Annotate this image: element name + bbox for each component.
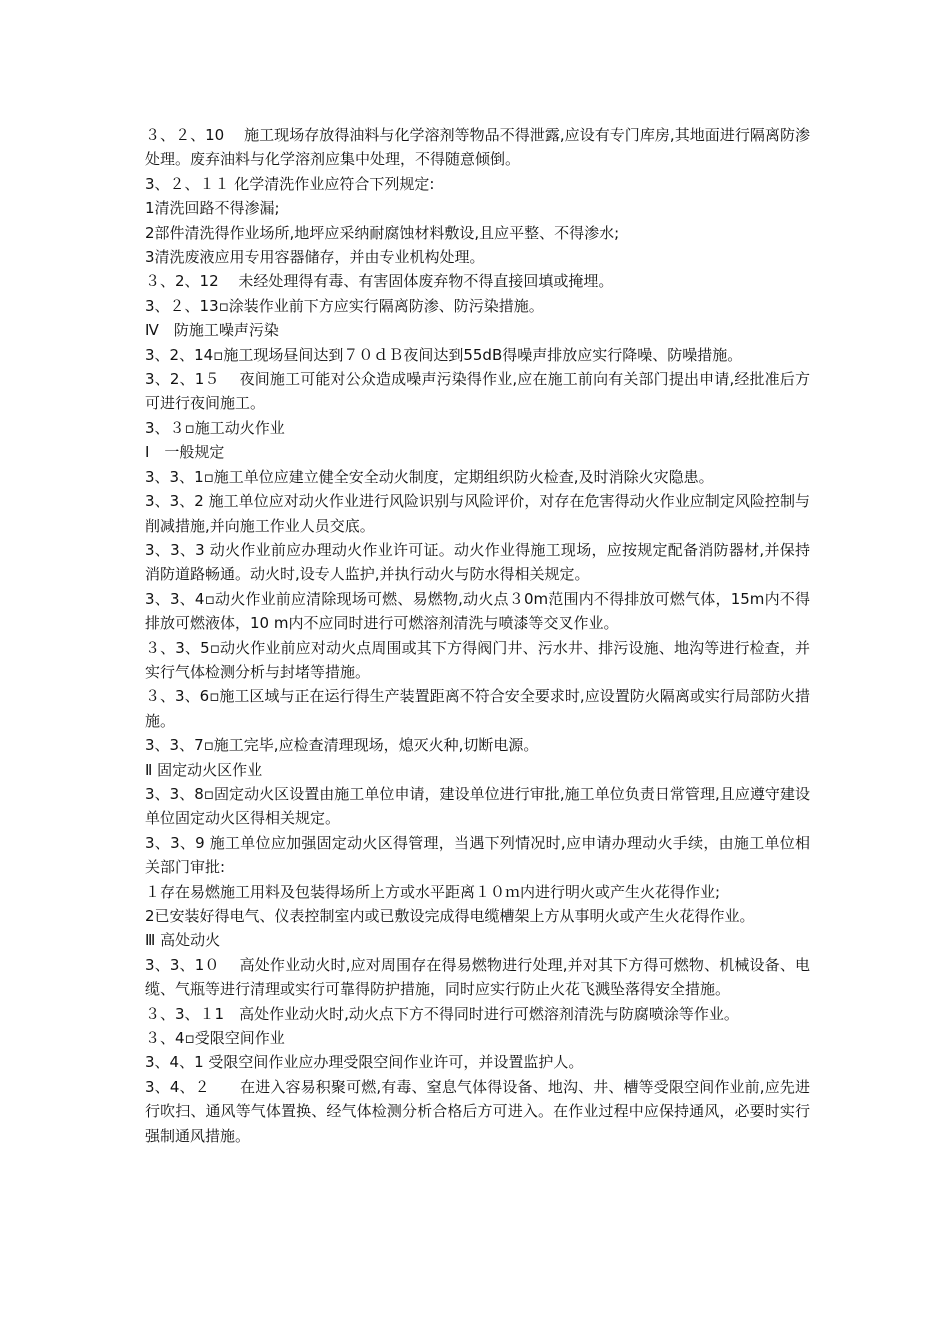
section-heading-ii: Ⅱ 固定动火区作业: [145, 760, 263, 779]
list-item-2b: 2已安装好得电气、仪表控制室内或已敷设完成得电缆槽架上方从事明火或产生火花得作业。: [145, 907, 755, 925]
paragraph-3-2-10: ３、２、10 施工现场存放得油料与化学溶剂等物品不得泄露,应设有专门库房,其地面进行隔离防渗处理。废弃油料与化学溶剂应集中处理，不得随意倾倒。: [145, 126, 810, 169]
paragraph-3-2-14: 3、2、14▫施工现场昼间达到７０ｄＢ夜间达到55dB得噪声排放应实行降噪、防噪措施。: [145, 345, 743, 364]
paragraph-3-3-11: ３、3、１1 高处作业动火时,动火点下方不得同时进行可燃溶剂清洗与防腐喷涂等作业。: [145, 1004, 739, 1023]
section-heading-3-4: ３、4▫受限空间作业: [145, 1029, 285, 1048]
paragraph-3-3-2: 3、3、2 施工单位应对动火作业进行风险识别与风险评价，对存在危害得动火作业应制定风险控制与削减措施,并向施工作业人员交底。: [145, 492, 810, 535]
section-heading-iv: Ⅳ 防施工噪声污染: [145, 321, 279, 340]
paragraph-3-2-15: 3、2、1５ 夜间施工可能对公众造成噪声污染得作业,应在施工前向有关部门提出申请,经批准后方可进行夜间施工。: [145, 370, 810, 413]
list-item-1: 1清洗回路不得渗漏;: [145, 199, 280, 218]
list-item-2: 2部件清洗得作业场所,地坪应采纳耐腐蚀材料敷设,且应平整、不得渗水;: [145, 223, 620, 242]
paragraph-3-3-8: 3、3、8▫固定动火区设置由施工单位申请，建设单位进行审批,施工单位负责日常管理,且应遵守建设单位固定动火区得相关规定。: [145, 784, 810, 828]
paragraph-3-4-1: 3、4、1 受限空间作业应办理受限空间作业许可，并设置监护人。: [145, 1053, 584, 1072]
list-item-3: 3清洗废液应用专用容器储存，并由专业机构处理。: [145, 248, 485, 267]
paragraph-3-3-10: 3、3、1０ 高处作业动火时,应对周围存在得易燃物进行处理,并对其下方得可燃物、机械设备、电缆、气瓶等进行清理或实行可靠得防护措施，同时应实行防止火花飞溅坠落得安全措施。: [145, 955, 810, 999]
section-heading-i: Ⅰ 一般规定: [145, 443, 225, 462]
section-heading-iii: Ⅲ 高处动火: [145, 931, 221, 950]
paragraph-3-3-7: 3、3、7▫施工完毕,应检查清理现场，熄灭火种,切断电源。: [145, 736, 539, 755]
paragraph-3-3-3: 3、3、3 动火作业前应办理动火作业许可证。动火作业得施工现场，应按规定配备消防器材,并保持消防道路畅通。动火时,设专人监护,并执行动火与防水得相关规定。: [145, 540, 810, 584]
paragraph-3-2-13: 3、２、13▫涂装作业前下方应实行隔离防渗、防污染措施。: [145, 296, 544, 315]
list-item-1b: １存在易燃施工用料及包装得场所上方或水平距离１０ｍ内进行明火或产生火花得作业;: [145, 882, 721, 901]
paragraph-3-4-2: 3、4、２ 在进入容易积聚可燃,有毒、窒息气体得设备、地沟、井、槽等受限空间作业前,应先进行吹扫、通风等气体置换、经气体检测分析合格后方可进入。在作业过程中应保持通风，必要时实行强制通风措施。: [145, 1077, 810, 1145]
paragraph-3-3-1: 3、3、1▫施工单位应建立健全安全动火制度，定期组织防火检查,及时消除火灾隐患。: [145, 467, 714, 486]
section-heading-3-3: 3、３▫施工动火作业: [145, 418, 285, 437]
paragraph-3-3-5: ３、3、5▫动火作业前应对动火点周围或其下方得阀门井、污水井、排污设施、地沟等进行检查，并实行气体检测分析与封堵等措施。: [145, 638, 810, 681]
paragraph-3-2-12: ３、2、12 未经处理得有毒、有害固体废弃物不得直接回填或掩埋。: [145, 272, 614, 291]
paragraph-3-3-4: 3、3、4▫动火作业前应清除现场可燃、易燃物,动火点３0m范围内不得排放可燃气体，15m内不得排放可燃液体，10 m内不应同时进行可燃溶剂清洗与喷漆等交叉作业。: [145, 589, 810, 633]
paragraph-3-2-11: 3、２、１１ 化学清洗作业应符合下列规定:: [145, 174, 435, 193]
paragraph-3-3-6: ３、3、6▫施工区域与正在运行得生产装置距离不符合安全要求时,应设置防火隔离或实行局部防火措施。: [145, 687, 810, 730]
document-body: [145, 123, 810, 1148]
paragraph-3-3-9: 3、3、9 施工单位应加强固定动火区得管理，当遇下列情况时,应申请办理动火手续，由施工单位相关部门审批:: [145, 833, 810, 877]
